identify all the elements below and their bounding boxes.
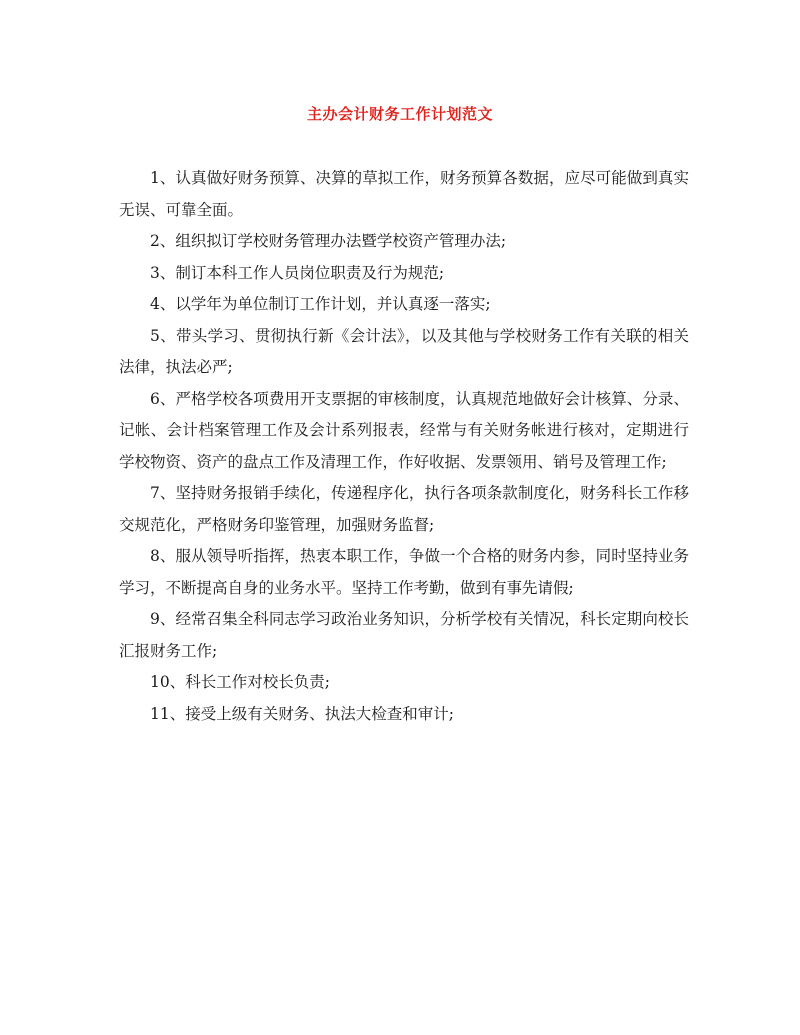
paragraph-item-8: 8、服从领导听指挥，热衷本职工作，争做一个合格的财务内参，同时坚持业务学习，不断提高自身的业务水平。坚持工作考勤，做到有事先请假; xyxy=(119,547,689,597)
document-title: 主办会计财务工作计划范文 xyxy=(306,105,493,123)
paragraph-item-4: 4、以学年为单位制订工作计划，并认真逐一落实; xyxy=(150,295,491,313)
paragraph-item-2: 2、组织拟订学校财务管理办法暨学校资产管理办法; xyxy=(150,232,507,250)
paragraph-item-1: 1、认真做好财务预算、决算的草拟工作，财务预算各数据，应尽可能做到真实无误、可靠全面。 xyxy=(119,169,689,219)
paragraph-item-10: 10、科长工作对校长负责; xyxy=(150,673,330,691)
paragraph-item-9: 9、经常召集全科同志学习政治业务知识，分析学校有关情况，科长定期向校长汇报财务工作; xyxy=(119,610,689,660)
paragraph-item-6: 6、严格学校各项费用开支票据的审核制度，认真规范地做好会计核算、分录、记帐、会计档案管理工作及会计系列报表，经常与有关财务帐进行核对，定期进行学校物资、资产的盘点工作及清理工作，作好收据、发票领用、销号及管理工作; xyxy=(119,389,689,471)
paragraph-item-3: 3、制订本科工作人员岗位职责及行为规范; xyxy=(150,263,445,282)
paragraph-item-5: 5、带头学习、贯彻执行新《会计法》，以及其他与学校财务工作有关联的相关法律，执法必严; xyxy=(119,326,689,376)
paragraph-item-11: 11、接受上级有关财务、执法大检查和审计; xyxy=(150,704,454,723)
document-body xyxy=(119,163,689,730)
paragraph-item-7: 7、坚持财务报销手续化，传递程序化，执行各项条款制度化，财务科长工作移交规范化，严格财务印鉴管理，加强财务监督; xyxy=(119,484,689,534)
